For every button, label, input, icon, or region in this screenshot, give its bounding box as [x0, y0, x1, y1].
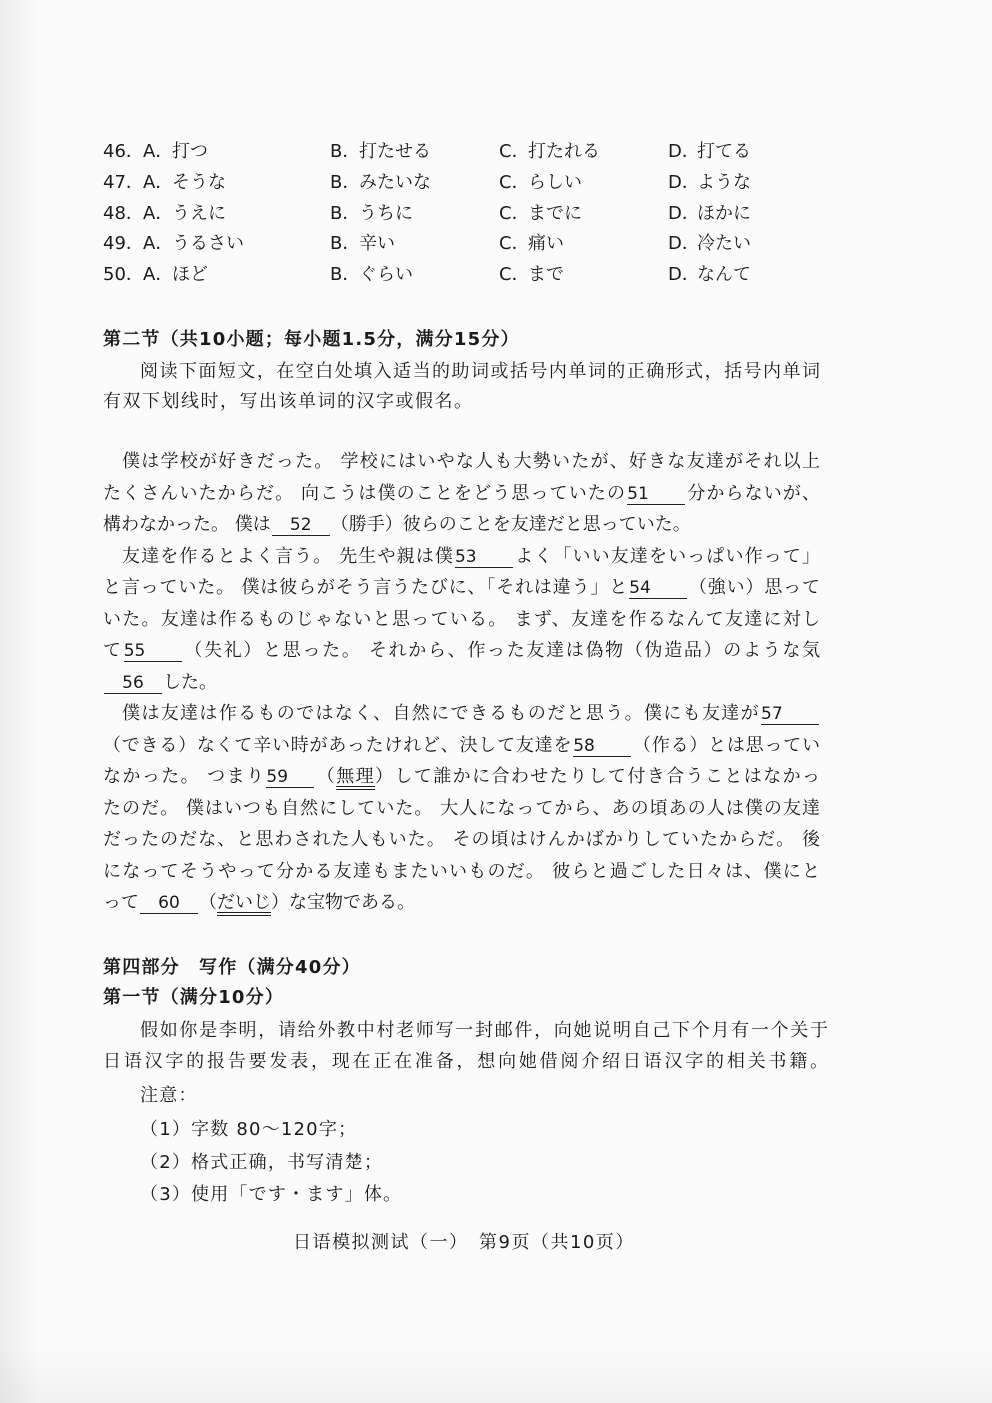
scan-shadow-bottom: [0, 1343, 992, 1403]
option-text: みたいな: [359, 171, 431, 193]
question-number: 48．: [103, 202, 144, 224]
option-text: 冷たい: [697, 233, 751, 255]
passage-text: 友達を作るとよく言う。 先生や親は僕: [122, 545, 454, 567]
passage-text: と言っていた。 僕は彼らがそう言うたびに、「それは違う」と: [103, 577, 629, 598]
passage-text: て: [103, 640, 123, 661]
option-letter: B．: [330, 233, 361, 255]
page-footer: 日语模拟测试（一） 第9页（共10页）: [293, 1232, 635, 1253]
passage-text: になってそうやって分かる友達もまたいいものだ。 彼らと過ごした日々は、僕にと: [103, 860, 820, 882]
option-letter: B．: [330, 202, 361, 224]
option-text: まで: [528, 264, 564, 285]
passage-text: 分からないが、: [686, 482, 820, 504]
passage-line: [103, 635, 820, 667]
option-letter: C．: [499, 233, 530, 255]
double-underlined-word: 無理: [336, 766, 376, 787]
passage-text: 僕は学校が好きだった。 学校にはいやな人も大勢いたが、好きな友達がそれ以上: [122, 451, 820, 472]
passage-text: ）な宝物である。: [271, 892, 415, 913]
note-item: （3）使用「です・ます」体。: [140, 1184, 403, 1205]
passage-line: [103, 604, 820, 636]
option-b: [330, 137, 431, 168]
note-item: （2）格式正确，书写清楚；: [140, 1151, 384, 1173]
passage-text: よく「いい友達をいっぱい作って」: [513, 545, 820, 567]
option-letter: C．: [499, 141, 530, 162]
option-letter: B．: [330, 264, 361, 285]
passage-line: [103, 446, 820, 478]
blank-56: 56: [104, 673, 162, 694]
option-text: ほど: [172, 264, 208, 285]
option-letter: C．: [499, 264, 530, 285]
passage-line: [103, 730, 820, 762]
passage-text: 僕は友達は作るものではなく、自然にできるものだと思う。僕にも友達が: [122, 703, 760, 724]
option-text: うえに: [172, 202, 226, 224]
passage-text: いた。友達は作るものじゃないと思っている。 まず、友達を作るなんて友達に対し: [103, 608, 820, 630]
option-row-46: [103, 137, 803, 168]
instructions: [103, 357, 820, 417]
option-text: 打てる: [697, 141, 751, 162]
passage-line: [103, 478, 820, 510]
instruction-line: 阅读下面短文，在空白处填入适当的助词或括号内单词的正确形式，括号内单词: [140, 361, 820, 382]
option-letter: A．: [143, 171, 174, 193]
passage-line: [103, 824, 820, 856]
section-heading: 第一节（满分10分）: [103, 987, 285, 1008]
passage-text: だったのだな、と思わされた人もいた。 その頃はけんかばかりしていたからだ。 後: [103, 829, 820, 850]
note-label: 注意：: [140, 1085, 198, 1106]
option-row-50: [103, 260, 803, 291]
option-c: [499, 260, 564, 291]
option-letter: B．: [330, 171, 361, 193]
option-row-47: [103, 168, 803, 199]
option-text: 打たせる: [359, 141, 431, 162]
option-a: [103, 168, 226, 199]
passage-text: （失礼）と思った。 それから、作った友達は偽物（伪造品）のような気: [182, 640, 821, 661]
option-b: [330, 229, 395, 260]
passage-text: （できる）なくて辛い時があったけれど、決して友達を: [103, 734, 573, 756]
section-heading: 第二节（共10小题；每小题1.5分，满分15分）: [103, 329, 520, 350]
blank-57: 57: [761, 704, 819, 725]
option-letter: D．: [668, 233, 700, 255]
option-letter: A．: [143, 141, 174, 162]
passage-text: （強い）思って: [688, 577, 821, 598]
blank-55: 55: [124, 641, 182, 662]
question-number: 46．: [103, 141, 144, 162]
prompt-line: 日语汉字的报告要发表，现在正在准备，想向她借阅介绍日语汉字的相关书籍。: [103, 1051, 828, 1072]
option-text: 痛い: [528, 233, 564, 255]
option-letter: D．: [668, 171, 700, 193]
double-underlined-word: だいじ: [217, 892, 271, 913]
instruction-line: 有双下划线时，写出该单词的汉字或假名。: [103, 391, 474, 412]
question-number: 47．: [103, 171, 144, 193]
option-text: 辛い: [359, 233, 395, 255]
scan-shadow-left: [0, 0, 40, 1403]
option-letter: D．: [668, 202, 700, 224]
option-text: らしい: [528, 171, 582, 193]
option-text: ような: [697, 171, 751, 193]
option-letter: A．: [143, 264, 174, 285]
option-d: [668, 168, 751, 199]
option-text: うちに: [359, 202, 413, 224]
passage-text: ）して誰かに合わせたりして付き合うことはなかっ: [375, 766, 821, 787]
answer-options: [103, 137, 803, 291]
option-text: までに: [528, 202, 582, 224]
option-c: [499, 229, 564, 260]
passage-text: （: [199, 892, 217, 913]
passage-line: [103, 541, 820, 573]
option-d: [668, 137, 751, 168]
option-text: 打たれる: [528, 141, 600, 162]
note-item: （1）字数 80～120字；: [140, 1119, 358, 1140]
option-b: [330, 168, 431, 199]
passage-line: [103, 509, 820, 541]
option-row-49: [103, 229, 803, 260]
option-d: [668, 229, 751, 260]
option-row-48: [103, 199, 803, 230]
option-a: [103, 229, 244, 260]
option-text: そうな: [172, 171, 226, 193]
option-c: [499, 199, 582, 230]
passage-text: （: [315, 766, 337, 787]
option-c: [499, 137, 600, 168]
option-b: [330, 199, 413, 230]
passage-text: って: [103, 892, 139, 913]
passage-line: [103, 761, 820, 793]
option-text: 打つ: [172, 141, 208, 162]
option-d: [668, 260, 751, 291]
writing-prompt: [103, 1015, 828, 1077]
passage-text: なかった。 つまり: [103, 766, 266, 787]
option-text: なんて: [697, 264, 751, 285]
option-a: [103, 199, 226, 230]
option-letter: D．: [668, 141, 700, 162]
passage-line: [103, 572, 820, 604]
option-text: ぐらい: [359, 264, 413, 285]
passage-line: [103, 698, 820, 730]
passage-line: [103, 887, 820, 919]
option-b: [330, 260, 413, 291]
blank-51: 51: [627, 484, 685, 505]
option-d: [668, 199, 751, 230]
option-c: [499, 168, 582, 199]
option-letter: C．: [499, 202, 530, 224]
passage-text: たのだ。 僕はいつも自然にしていた。 大人になってから、あの頃あの人は僕の友達: [103, 797, 820, 819]
blank-59: 59: [266, 767, 314, 788]
passage-text: （作る）とは思ってい: [632, 734, 820, 756]
passage-line: [103, 793, 820, 825]
option-letter: A．: [143, 233, 174, 255]
passage-line: [103, 667, 820, 699]
passage-text: たくさんいたからだ。 向こうは僕のことをどう思っていたの: [103, 482, 627, 504]
blank-54: 54: [629, 578, 687, 599]
passage-line: [103, 856, 820, 888]
blank-60: 60: [140, 893, 198, 914]
question-number: 50．: [103, 264, 144, 285]
option-letter: C．: [499, 171, 530, 193]
passage-text: した。: [163, 671, 217, 693]
prompt-line: 假如你是李明，请给外教中村老师写一封邮件，向她说明自己下个月有一个关于: [140, 1020, 828, 1041]
passage-text: （勝手）彼らのことを友達だと思っていた。: [330, 514, 691, 535]
part-heading: 第四部分 写作（满分40分）: [103, 957, 361, 978]
notes-list: [140, 1114, 402, 1212]
option-text: ほかに: [697, 202, 751, 224]
option-text: うるさい: [172, 233, 244, 255]
option-letter: B．: [330, 141, 361, 162]
option-letter: D．: [668, 264, 700, 285]
option-letter: A．: [143, 202, 174, 224]
option-a: [103, 137, 208, 168]
passage-text: 構わなかった。 僕は: [103, 514, 271, 535]
blank-58: 58: [573, 736, 631, 757]
question-number: 49．: [103, 233, 144, 255]
option-a: [103, 260, 208, 291]
reading-passage: [103, 446, 820, 919]
blank-53: 53: [455, 547, 513, 568]
blank-52: 52: [272, 515, 330, 536]
